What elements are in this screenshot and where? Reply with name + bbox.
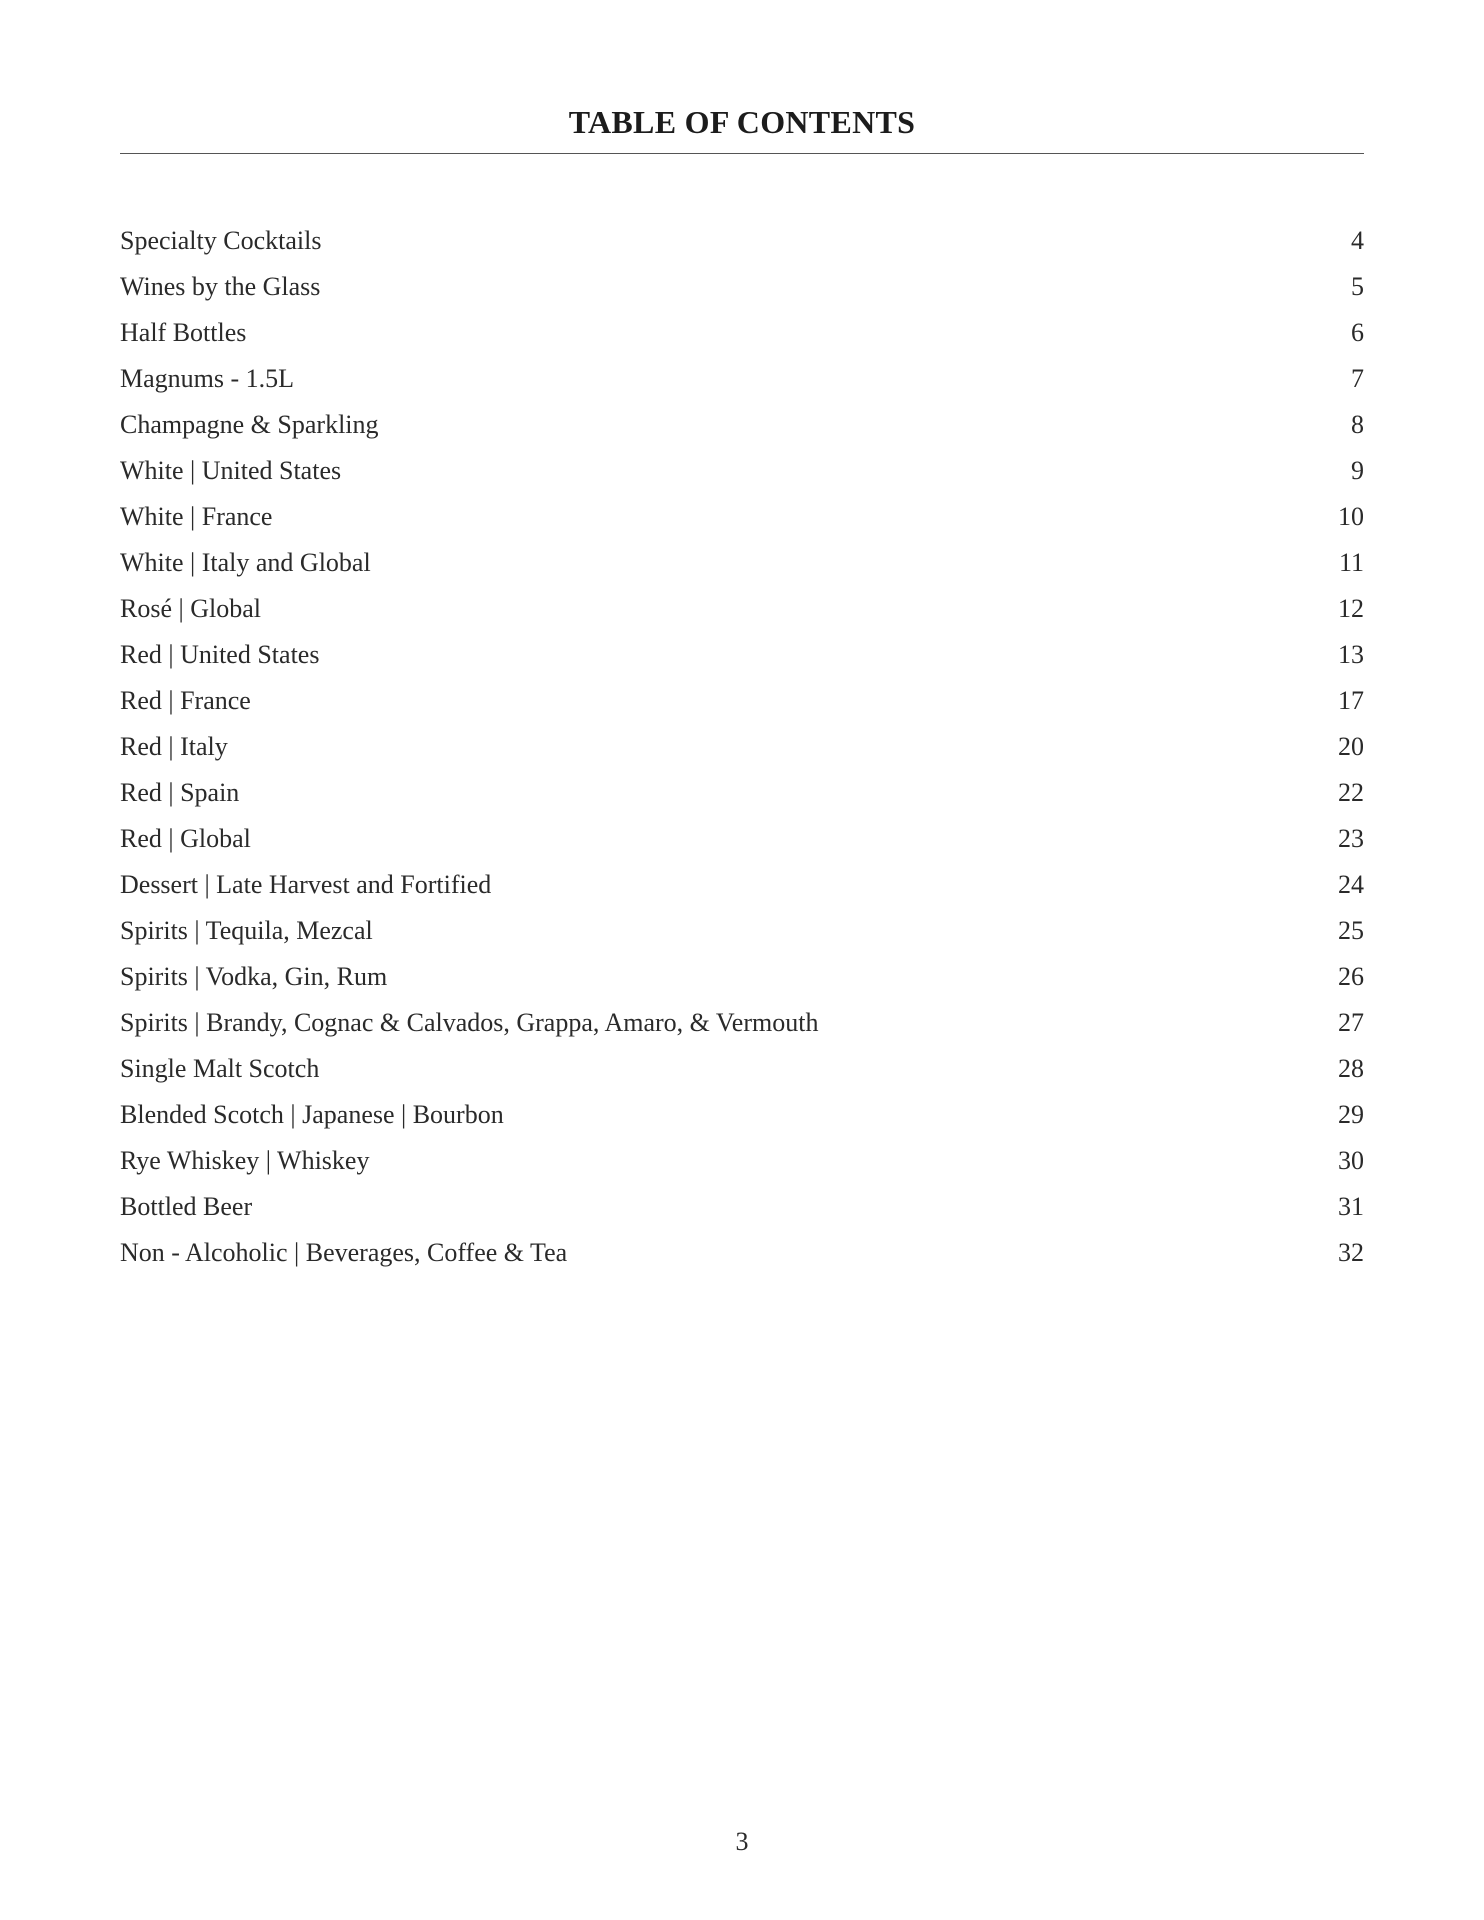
toc-entry[interactable] (120, 862, 1364, 908)
toc-entry[interactable] (120, 1138, 1364, 1184)
toc-entry-label: Wines by the Glass (120, 272, 321, 301)
table-of-contents (120, 218, 1364, 1276)
toc-entry[interactable] (120, 356, 1364, 402)
toc-entry-label: Red | United States (120, 640, 320, 669)
toc-entry-page: 11 (1338, 548, 1364, 577)
toc-entry[interactable] (120, 1230, 1364, 1276)
toc-entry-label: Red | Spain (120, 778, 240, 807)
toc-entry[interactable] (120, 1000, 1364, 1046)
toc-entry-page: 31 (1338, 1192, 1364, 1221)
toc-entry-label: Rosé | Global (120, 594, 261, 623)
toc-entry[interactable] (120, 310, 1364, 356)
toc-entry-page: 25 (1338, 916, 1364, 945)
toc-entry[interactable] (120, 448, 1364, 494)
toc-entry[interactable] (120, 1092, 1364, 1138)
toc-entry-label: Spirits | Brandy, Cognac & Calvados, Grappa, Amaro, & Vermouth (120, 1008, 819, 1037)
toc-entry-page: 23 (1338, 824, 1364, 853)
toc-entry[interactable] (120, 494, 1364, 540)
toc-entry[interactable] (120, 264, 1364, 310)
toc-entry-page: 17 (1338, 686, 1364, 715)
toc-entry[interactable] (120, 632, 1364, 678)
toc-entry-label: Champagne & Sparkling (120, 410, 379, 439)
toc-entry[interactable] (120, 678, 1364, 724)
toc-entry-page: 5 (1351, 272, 1364, 301)
toc-entry[interactable] (120, 586, 1364, 632)
toc-entry-label: Specialty Cocktails (120, 226, 322, 255)
toc-entry-label: Half Bottles (120, 318, 247, 347)
toc-entry-page: 28 (1338, 1054, 1364, 1083)
toc-entry-label: Single Malt Scotch (120, 1054, 320, 1083)
toc-entry[interactable] (120, 908, 1364, 954)
toc-entry-page: 6 (1351, 318, 1364, 347)
toc-entry[interactable] (120, 540, 1364, 586)
toc-entry-page: 13 (1338, 640, 1364, 669)
toc-entry-page: 20 (1338, 732, 1364, 761)
toc-entry-page: 30 (1338, 1146, 1364, 1175)
toc-entry-label: Red | France (120, 686, 251, 715)
toc-entry-label: Non - Alcoholic | Beverages, Coffee & Tea (120, 1238, 568, 1267)
toc-entry-label: Blended Scotch | Japanese | Bourbon (120, 1100, 504, 1129)
toc-entry-page: 27 (1338, 1008, 1364, 1037)
toc-entry-page: 8 (1351, 410, 1364, 439)
toc-entry-label: Red | Global (120, 824, 251, 853)
title-divider (120, 153, 1364, 154)
toc-entry[interactable] (120, 770, 1364, 816)
toc-entry[interactable] (120, 1046, 1364, 1092)
toc-entry-label: Red | Italy (120, 732, 228, 761)
toc-entry-page: 9 (1351, 456, 1364, 485)
toc-entry-label: Spirits | Tequila, Mezcal (120, 916, 373, 945)
toc-entry-label: White | United States (120, 456, 342, 485)
toc-entry-page: 32 (1338, 1238, 1364, 1267)
toc-entry-page: 4 (1351, 226, 1364, 255)
toc-entry-label: Dessert | Late Harvest and Fortified (120, 870, 492, 899)
toc-entry-page: 7 (1351, 364, 1364, 393)
toc-entry[interactable] (120, 724, 1364, 770)
toc-entry-page: 22 (1338, 778, 1364, 807)
toc-entry-page: 26 (1338, 962, 1364, 991)
toc-entry[interactable] (120, 402, 1364, 448)
toc-entry-label: Spirits | Vodka, Gin, Rum (120, 962, 388, 991)
toc-entry-label: Bottled Beer (120, 1192, 253, 1221)
toc-entry-page: 12 (1338, 594, 1364, 623)
toc-entry-page: 24 (1338, 870, 1364, 899)
toc-entry-label: White | Italy and Global (120, 548, 371, 577)
toc-entry[interactable] (120, 218, 1364, 264)
toc-entry-page: 10 (1338, 502, 1364, 531)
toc-entry-label: White | France (120, 502, 273, 531)
toc-entry[interactable] (120, 1184, 1364, 1230)
page-title: TABLE OF CONTENTS (568, 104, 916, 140)
toc-entry[interactable] (120, 954, 1364, 1000)
toc-entry[interactable] (120, 816, 1364, 862)
toc-entry-label: Rye Whiskey | Whiskey (120, 1146, 370, 1175)
page-number: 3 (735, 1827, 749, 1856)
toc-entry-page: 29 (1338, 1100, 1364, 1129)
toc-entry-label: Magnums - 1.5L (120, 364, 295, 393)
